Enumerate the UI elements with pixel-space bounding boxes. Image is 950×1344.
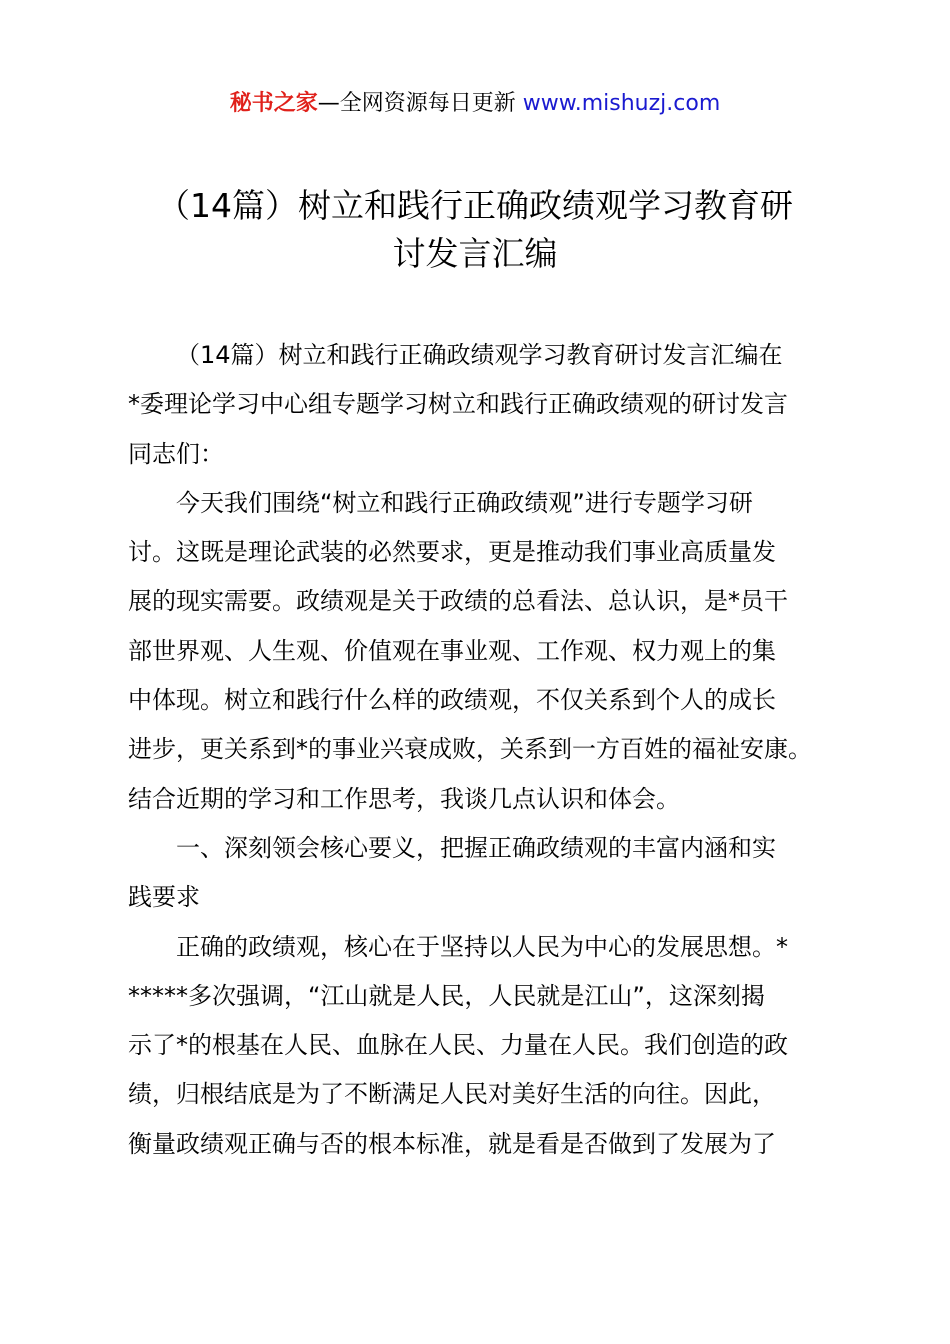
title-line: （14篇）树立和践行正确政绩观学习教育研 [157,186,793,225]
title-line: 讨发言汇编 [392,234,558,273]
body-line: 中体现。树立和践行什么样的政绩观，不仅关系到个人的成长 [128,686,776,715]
body-line: 绩，归根结底是为了不断满足人民对美好生活的向往。因此， [128,1080,776,1109]
header-tagline: —全网资源每日更新 [317,91,523,116]
document-body [128,331,834,1169]
body-line: 衡量政绩观正确与否的根本标准，就是看是否做到了发展为了 [128,1129,776,1158]
body-line: 示了*的根基在人民、血脉在人民、力量在人民。我们创造的政 [128,1031,788,1060]
body-line: 正确的政绩观，核心在于坚持以人民为中心的发展思想。* [176,932,788,961]
site-url-link[interactable]: www.mishuzj.com [522,91,721,116]
section-heading: 一、深刻领会核心要义，把握正确政绩观的丰富内涵和实 [176,833,776,862]
body-line: 部世界观、人生观、价值观在事业观、工作观、权力观上的集 [128,636,776,665]
body-line: 结合近期的学习和工作思考，我谈几点认识和体会。 [128,784,680,813]
body-line: 同志们： [128,439,224,468]
section-heading: 践要求 [128,883,200,912]
body-line: *****多次强调，“江山就是人民，人民就是江山”，这深刻揭 [128,981,765,1010]
body-line: *委理论学习中心组专题学习树立和践行正确政绩观的研讨发言 [128,390,788,419]
body-line: 讨。这既是理论武装的必然要求，更是推动我们事业高质量发 [128,538,776,567]
brand-name: 秘书之家 [229,91,318,116]
document-title [120,182,830,278]
body-line: 进步，更关系到*的事业兴衰成败，关系到一方百姓的福祉安康。 [128,735,812,764]
body-line: 展的现实需要。政绩观是关于政绩的总看法、总认识，是*员干 [128,587,788,616]
site-header [0,88,950,120]
body-line: 今天我们围绕“树立和践行正确政绩观”进行专题学习研 [176,488,753,517]
body-line: （14篇）树立和践行正确政绩观学习教育研讨发言汇编在 [176,341,783,369]
